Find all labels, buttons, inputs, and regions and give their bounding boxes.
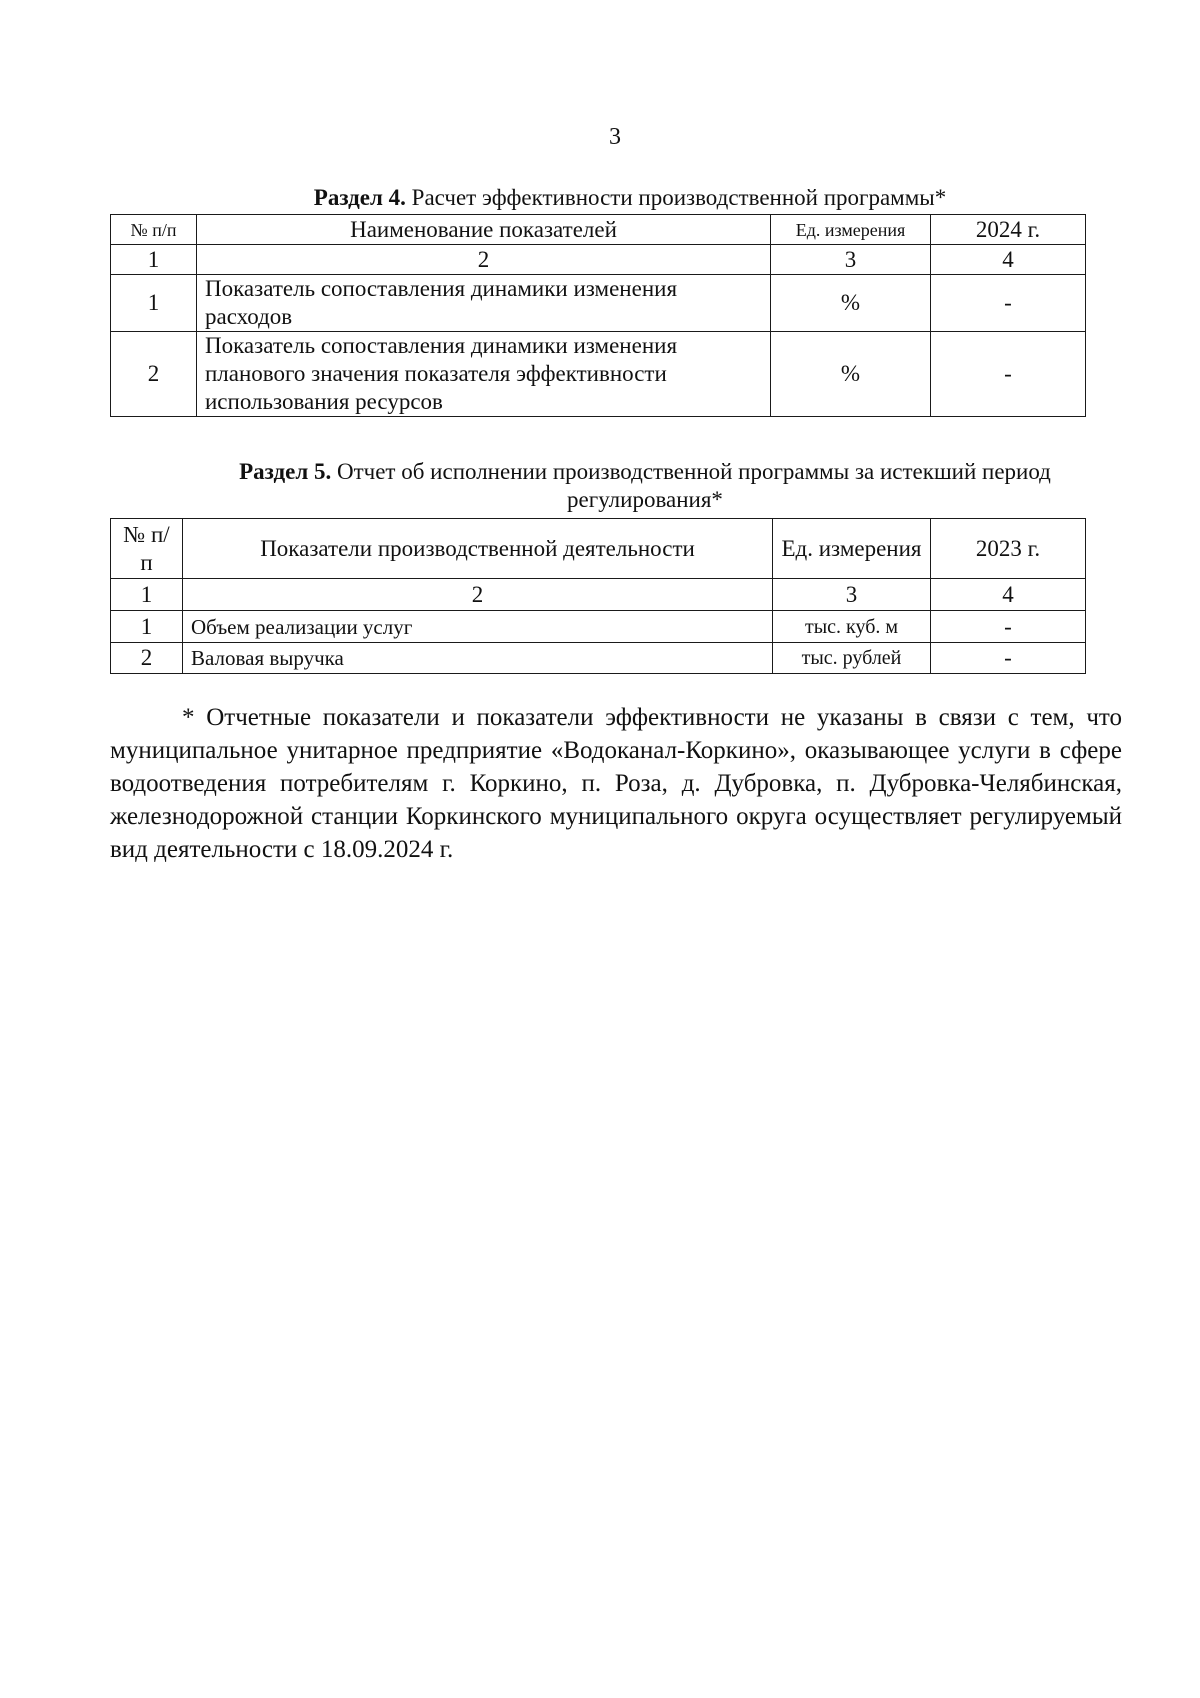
- header-cell-name: Наименование показателей: [197, 215, 771, 245]
- row-name-cell: Показатель сопоставления динамики изменения расходов: [197, 275, 771, 332]
- row-value-cell: -: [931, 643, 1086, 674]
- row-unit-cell: %: [771, 275, 931, 332]
- header-cell-number: № п/п: [111, 519, 183, 579]
- table-header-row: [111, 215, 1086, 245]
- row-value-cell: -: [931, 611, 1086, 643]
- section-5-title-label: Раздел 5.: [239, 459, 332, 484]
- column-number-cell: 2: [197, 245, 771, 275]
- section-4-title-label: Раздел 4.: [313, 185, 406, 210]
- column-number-cell: 2: [183, 579, 773, 611]
- column-number-cell: 4: [931, 579, 1086, 611]
- header-cell-year: 2023 г.: [931, 519, 1086, 579]
- section-4-title: [170, 184, 1090, 212]
- column-number-cell: 3: [771, 245, 931, 275]
- section-4-table: [110, 214, 1086, 417]
- section-4-title-text: Расчет эффективности производственной программы*: [405, 185, 947, 210]
- row-unit-cell: тыс. рублей: [773, 643, 931, 674]
- column-number-row: [111, 245, 1086, 275]
- header-cell-unit: Ед. измерения: [773, 519, 931, 579]
- row-number-cell: 2: [111, 332, 197, 417]
- section-5-title-text: Отчет об исполнении производственной программы за истекший период регулирования*: [331, 459, 1051, 512]
- row-number-cell: 2: [111, 643, 183, 674]
- page-number: 3: [609, 124, 621, 150]
- row-value-cell: -: [931, 275, 1086, 332]
- row-number-cell: 1: [111, 275, 197, 332]
- column-number-row: [111, 579, 1086, 611]
- row-value-cell: -: [931, 332, 1086, 417]
- column-number-cell: 3: [773, 579, 931, 611]
- section-5-title: [190, 458, 1100, 514]
- header-cell-year: 2024 г.: [931, 215, 1086, 245]
- row-number-cell: 1: [111, 611, 183, 643]
- table-header-row: [111, 519, 1086, 579]
- column-number-cell: 4: [931, 245, 1086, 275]
- row-name-cell: Валовая выручка: [183, 643, 773, 674]
- table-row: [111, 275, 1086, 332]
- column-number-cell: 1: [111, 579, 183, 611]
- header-cell-unit: Ед. измерения: [771, 215, 931, 245]
- column-number-cell: 1: [111, 245, 197, 275]
- row-unit-cell: %: [771, 332, 931, 417]
- table-row: [111, 611, 1086, 643]
- table-row: [111, 643, 1086, 674]
- table-row: [111, 332, 1086, 417]
- section-5-table: [110, 518, 1086, 674]
- row-name-cell: Объем реализации услуг: [183, 611, 773, 643]
- header-cell-number: № п/п: [111, 215, 197, 245]
- header-cell-name: Показатели производственной деятельности: [183, 519, 773, 579]
- footnote: * Отчетные показатели и показатели эффективности не указаны в связи с тем, что муниципальное унитарное предприятие «Водоканал-Коркино», оказывающее услуги в сфере водоотведения потребителям г. Коркино, п. Роза, д. Дубровка, п. Дубровка-Челябинская, железнодорожной станции Коркинского муниципального округа осуществляет регулируемый вид деятельности с 18.09.2024 г.: [110, 704, 1122, 863]
- row-name-cell: Показатель сопоставления динамики изменения планового значения показателя эффективности использования ресурсов: [197, 332, 771, 417]
- row-unit-cell: тыс. куб. м: [773, 611, 931, 643]
